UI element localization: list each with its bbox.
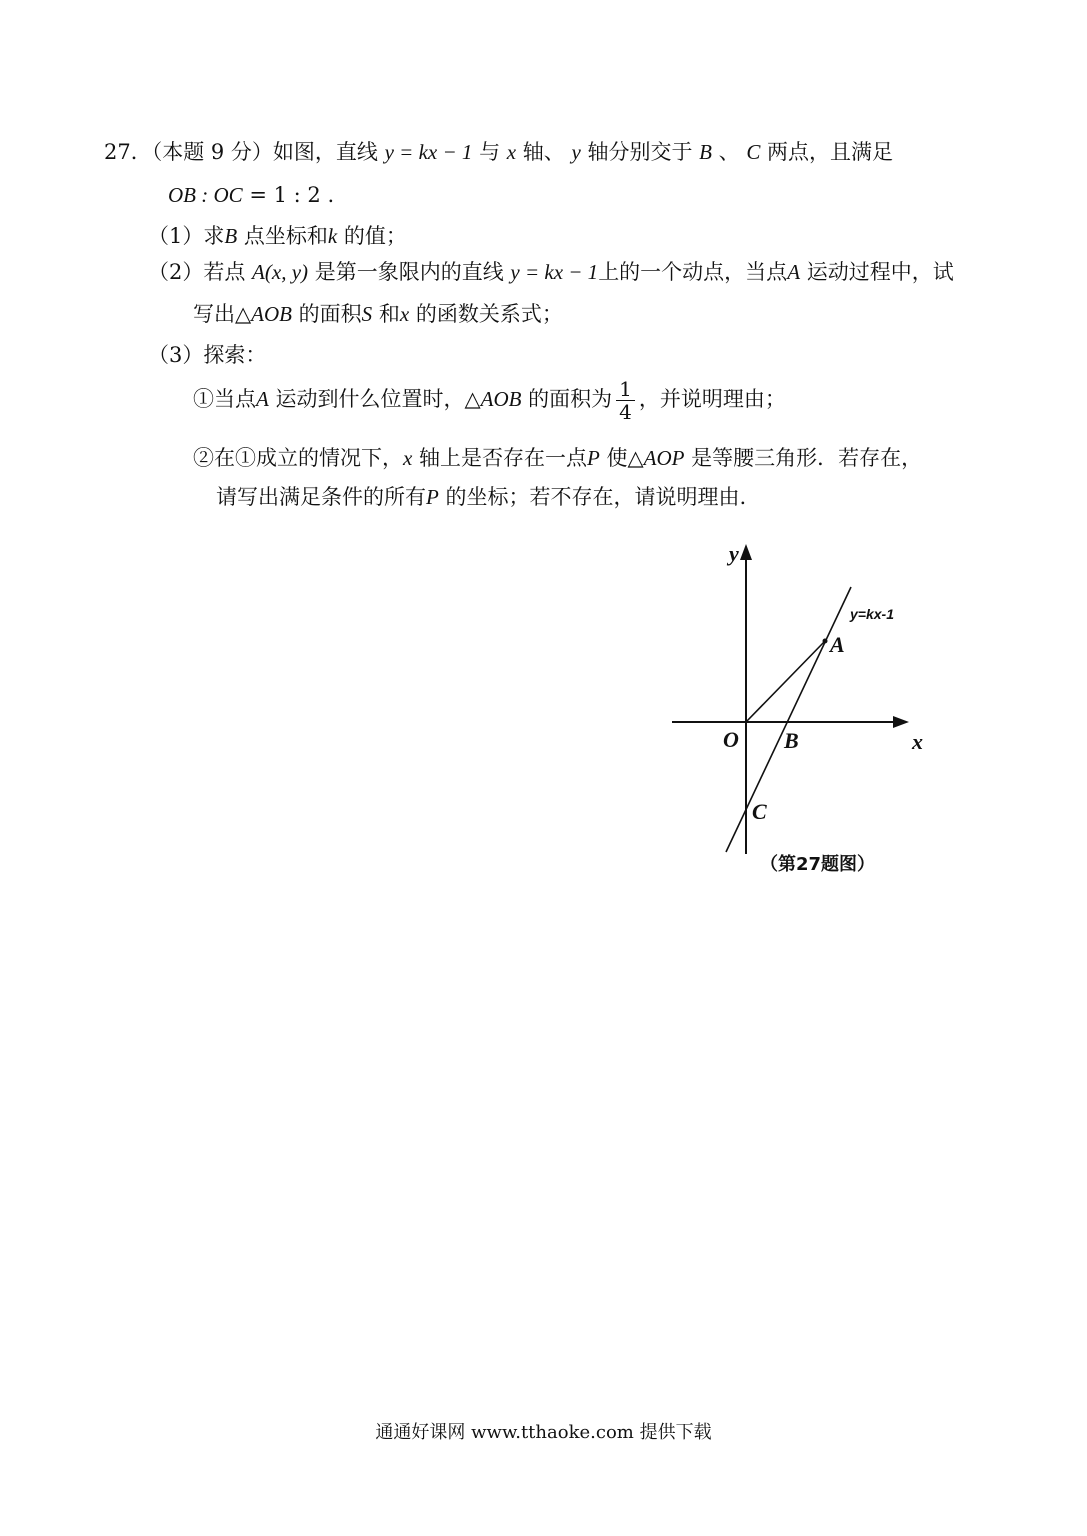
text-fragment: ，并说明理由； xyxy=(638,387,786,411)
y-axis-label: y xyxy=(729,541,739,566)
var-k: k xyxy=(327,224,338,248)
fraction-numerator: 1 xyxy=(616,378,635,401)
x-axis-label: x xyxy=(912,729,923,754)
text-fragment: （3）探索： xyxy=(148,343,267,367)
var-S: S xyxy=(361,302,373,326)
text-fragment: 和 xyxy=(372,302,400,326)
question-3 xyxy=(148,340,266,370)
text-fragment: 、 xyxy=(711,140,747,164)
page-footer: 通通好课网 www.tthaoke.com 提供下载 xyxy=(375,1422,712,1443)
var-A: A xyxy=(256,387,269,411)
question-2-line-2 xyxy=(193,299,563,329)
var-x: x xyxy=(399,302,410,326)
line-equation-label: y=kx-1 xyxy=(850,606,894,622)
var-y: y xyxy=(571,140,581,164)
problem-line-2 xyxy=(168,180,334,210)
triangle-AOB: AOB xyxy=(251,302,292,326)
triangle-AOP: AOP xyxy=(643,446,685,470)
text-fragment: 的面积 xyxy=(291,302,362,326)
text-fragment: 点坐标和 xyxy=(237,224,328,248)
text-fragment: 使△ xyxy=(599,446,644,470)
text-fragment: （1）求 xyxy=(148,224,225,248)
text-fragment: 轴上是否存在一点 xyxy=(412,446,588,470)
ratio-value: = 1 : 2 . xyxy=(242,183,335,207)
text-fragment: 运动过程中，试 xyxy=(800,260,954,284)
text-fragment: 轴、 xyxy=(516,140,572,164)
segment-OA xyxy=(746,641,825,722)
question-2-line-1 xyxy=(148,257,954,287)
var-C: C xyxy=(746,140,761,164)
line-equation: y = kx − 1 xyxy=(384,140,473,164)
coordinate-figure xyxy=(660,536,960,881)
line-y-kx-1 xyxy=(726,587,851,852)
var-B: B xyxy=(224,224,238,248)
var-B: B xyxy=(699,140,712,164)
y-axis-arrow xyxy=(740,544,752,560)
text-fragment: 上的一个动点，当点 xyxy=(598,260,788,284)
text-fragment: 与 xyxy=(472,140,507,164)
text-fragment: ②在①成立的情况下， xyxy=(193,446,403,470)
text-fragment: 轴分别交于 xyxy=(580,140,700,164)
point-A-coords: A(x, y) xyxy=(252,260,309,284)
text-fragment: 请写出满足条件的所有 xyxy=(216,485,426,509)
problem-line-1 xyxy=(104,137,893,167)
var-A: A xyxy=(787,260,801,284)
question-3-part-2-line-1 xyxy=(193,443,922,473)
figure-caption: （第27题图） xyxy=(760,854,876,875)
text-fragment: 是等腰三角形．若存在， xyxy=(684,446,923,470)
problem-number-text: 27．（本题 9 分）如图，直线 xyxy=(104,140,385,164)
text-fragment: 运动到什么位置时，△ xyxy=(268,387,481,411)
var-x: x xyxy=(506,140,517,164)
text-fragment: 的函数关系式； xyxy=(409,302,563,326)
text-fragment: 写出△ xyxy=(193,302,252,326)
fraction-denominator: 4 xyxy=(619,400,632,424)
fraction-one-quarter xyxy=(616,378,635,423)
text-fragment: （2）若点 xyxy=(148,260,253,284)
question-1 xyxy=(148,221,407,251)
point-A-dot xyxy=(823,639,828,644)
line-equation: y = kx − 1 xyxy=(510,260,599,284)
triangle-AOB: AOB xyxy=(480,387,522,411)
text-fragment: 的坐标；若不存在，请说明理由. xyxy=(438,485,747,509)
question-3-part-1 xyxy=(193,375,786,423)
point-B-label: B xyxy=(784,728,799,753)
figure-canvas xyxy=(660,536,960,881)
question-3-part-2-line-2 xyxy=(216,482,746,512)
text-fragment: 的面积为 xyxy=(521,387,613,411)
ratio-expression: OB : OC xyxy=(168,183,243,207)
text-fragment: 的值； xyxy=(337,224,407,248)
point-A-label: A xyxy=(830,632,845,657)
var-P: P xyxy=(587,446,600,470)
text-fragment: 两点，且满足 xyxy=(760,140,894,164)
point-C-label: C xyxy=(752,799,767,824)
text-fragment: 是第一象限内的直线 xyxy=(308,260,511,284)
origin-label: O xyxy=(723,727,739,752)
text-fragment: ①当点 xyxy=(193,387,256,411)
var-x: x xyxy=(403,446,413,470)
var-P: P xyxy=(426,485,439,509)
x-axis-arrow xyxy=(893,716,909,728)
